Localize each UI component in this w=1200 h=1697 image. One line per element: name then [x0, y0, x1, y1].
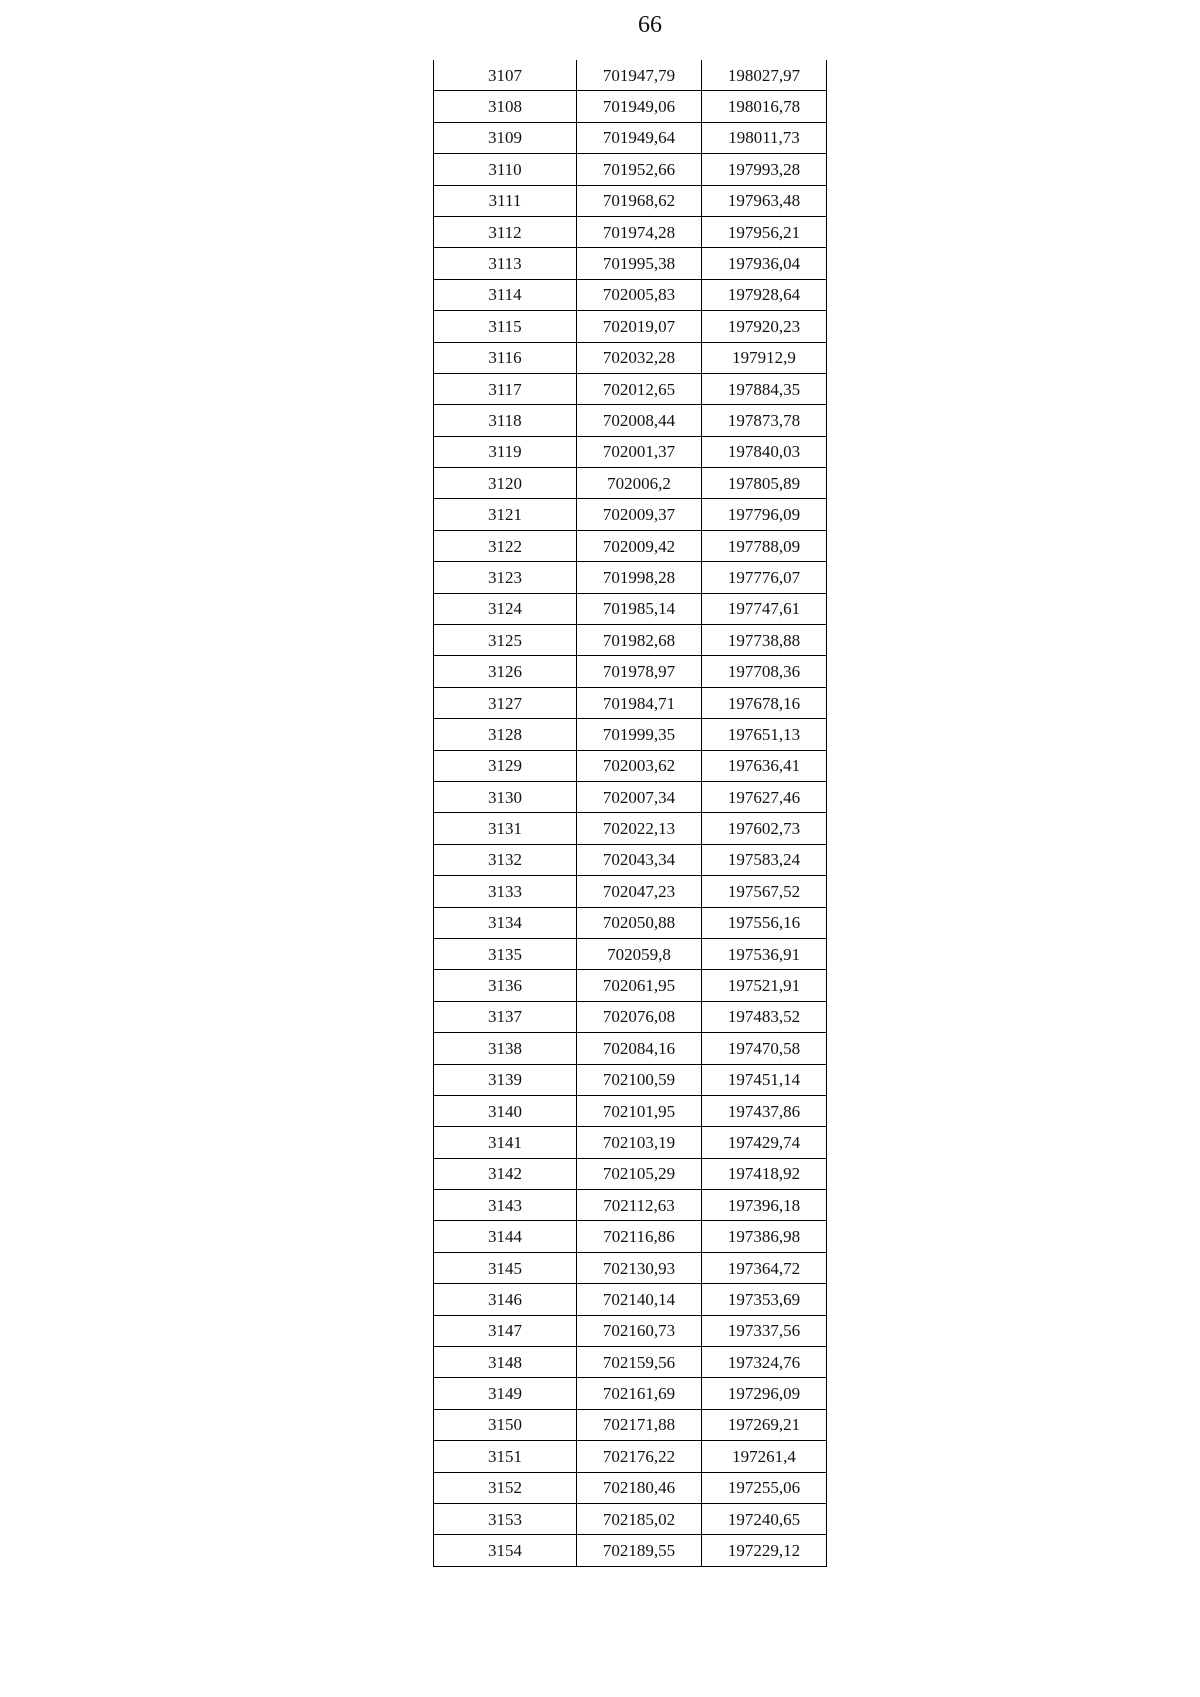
x-coordinate-cell: 701947,79 — [577, 60, 702, 91]
table-row — [434, 530, 827, 561]
x-coordinate-cell: 702047,23 — [577, 876, 702, 907]
table-row — [434, 311, 827, 342]
y-coordinate-cell: 197229,12 — [702, 1535, 827, 1566]
table-row — [434, 876, 827, 907]
table-row — [434, 468, 827, 499]
y-coordinate-cell: 197521,91 — [702, 970, 827, 1001]
y-coordinate-cell: 197993,28 — [702, 154, 827, 185]
y-coordinate-cell: 197567,52 — [702, 876, 827, 907]
y-coordinate-cell: 197963,48 — [702, 185, 827, 216]
x-coordinate-cell: 701998,28 — [577, 562, 702, 593]
y-coordinate-cell: 197636,41 — [702, 750, 827, 781]
point-number-cell: 3154 — [434, 1535, 577, 1566]
point-number-cell: 3108 — [434, 91, 577, 122]
point-number-cell: 3149 — [434, 1378, 577, 1409]
table-row — [434, 938, 827, 969]
point-number-cell: 3131 — [434, 813, 577, 844]
x-coordinate-cell: 702084,16 — [577, 1033, 702, 1064]
table-row — [434, 781, 827, 812]
point-number-cell: 3119 — [434, 436, 577, 467]
point-number-cell: 3124 — [434, 593, 577, 624]
x-coordinate-cell: 702161,69 — [577, 1378, 702, 1409]
y-coordinate-cell: 197805,89 — [702, 468, 827, 499]
point-number-cell: 3151 — [434, 1441, 577, 1472]
x-coordinate-cell: 702032,28 — [577, 342, 702, 373]
point-number-cell: 3153 — [434, 1503, 577, 1534]
x-coordinate-cell: 702007,34 — [577, 781, 702, 812]
y-coordinate-cell: 197470,58 — [702, 1033, 827, 1064]
table-row — [434, 499, 827, 530]
y-coordinate-cell: 197386,98 — [702, 1221, 827, 1252]
y-coordinate-cell: 197912,9 — [702, 342, 827, 373]
point-number-cell: 3134 — [434, 907, 577, 938]
table-row — [434, 970, 827, 1001]
x-coordinate-cell: 701982,68 — [577, 625, 702, 656]
y-coordinate-cell: 197437,86 — [702, 1095, 827, 1126]
table-row — [434, 656, 827, 687]
y-coordinate-cell: 197788,09 — [702, 530, 827, 561]
point-number-cell: 3122 — [434, 530, 577, 561]
x-coordinate-cell: 702180,46 — [577, 1472, 702, 1503]
table-row — [434, 562, 827, 593]
point-number-cell: 3145 — [434, 1252, 577, 1283]
y-coordinate-cell: 197451,14 — [702, 1064, 827, 1095]
point-number-cell: 3113 — [434, 248, 577, 279]
y-coordinate-cell: 197956,21 — [702, 216, 827, 247]
table-row — [434, 373, 827, 404]
point-number-cell: 3110 — [434, 154, 577, 185]
x-coordinate-cell: 701949,64 — [577, 122, 702, 153]
y-coordinate-cell: 197583,24 — [702, 844, 827, 875]
table-row — [434, 405, 827, 436]
x-coordinate-cell: 702140,14 — [577, 1284, 702, 1315]
table-row — [434, 1095, 827, 1126]
table-row — [434, 1001, 827, 1032]
y-coordinate-cell: 197337,56 — [702, 1315, 827, 1346]
table-row — [434, 593, 827, 624]
table-row — [434, 1315, 827, 1346]
x-coordinate-cell: 702005,83 — [577, 279, 702, 310]
y-coordinate-cell: 198027,97 — [702, 60, 827, 91]
y-coordinate-cell: 197747,61 — [702, 593, 827, 624]
point-number-cell: 3139 — [434, 1064, 577, 1095]
y-coordinate-cell: 197928,64 — [702, 279, 827, 310]
x-coordinate-cell: 702043,34 — [577, 844, 702, 875]
x-coordinate-cell: 702009,37 — [577, 499, 702, 530]
point-number-cell: 3152 — [434, 1472, 577, 1503]
point-number-cell: 3141 — [434, 1127, 577, 1158]
x-coordinate-cell: 702009,42 — [577, 530, 702, 561]
point-number-cell: 3143 — [434, 1190, 577, 1221]
point-number-cell: 3117 — [434, 373, 577, 404]
table-row — [434, 1252, 827, 1283]
y-coordinate-cell: 197269,21 — [702, 1409, 827, 1440]
point-number-cell: 3138 — [434, 1033, 577, 1064]
y-coordinate-cell: 197536,91 — [702, 938, 827, 969]
x-coordinate-cell: 702159,56 — [577, 1347, 702, 1378]
point-number-cell: 3140 — [434, 1095, 577, 1126]
point-number-cell: 3135 — [434, 938, 577, 969]
table-row — [434, 719, 827, 750]
x-coordinate-cell: 702008,44 — [577, 405, 702, 436]
table-row — [434, 1409, 827, 1440]
table-row — [434, 1284, 827, 1315]
point-number-cell: 3137 — [434, 1001, 577, 1032]
table-body — [434, 60, 827, 1566]
table-row — [434, 813, 827, 844]
table-row — [434, 1190, 827, 1221]
x-coordinate-cell: 702160,73 — [577, 1315, 702, 1346]
point-number-cell: 3129 — [434, 750, 577, 781]
point-number-cell: 3114 — [434, 279, 577, 310]
x-coordinate-cell: 702001,37 — [577, 436, 702, 467]
table-row — [434, 1503, 827, 1534]
point-number-cell: 3132 — [434, 844, 577, 875]
table-row — [434, 1441, 827, 1472]
table-row — [434, 1221, 827, 1252]
y-coordinate-cell: 197884,35 — [702, 373, 827, 404]
x-coordinate-cell: 702101,95 — [577, 1095, 702, 1126]
table-row — [434, 91, 827, 122]
table-row — [434, 1158, 827, 1189]
y-coordinate-cell: 197920,23 — [702, 311, 827, 342]
page-number: 66 — [638, 12, 662, 38]
y-coordinate-cell: 197776,07 — [702, 562, 827, 593]
table-row — [434, 625, 827, 656]
y-coordinate-cell: 197840,03 — [702, 436, 827, 467]
x-coordinate-cell: 702130,93 — [577, 1252, 702, 1283]
point-number-cell: 3128 — [434, 719, 577, 750]
y-coordinate-cell: 197418,92 — [702, 1158, 827, 1189]
point-number-cell: 3136 — [434, 970, 577, 1001]
point-number-cell: 3127 — [434, 687, 577, 718]
y-coordinate-cell: 197261,4 — [702, 1441, 827, 1472]
table-row — [434, 750, 827, 781]
table-row — [434, 1535, 827, 1566]
x-coordinate-cell: 702012,65 — [577, 373, 702, 404]
x-coordinate-cell: 701995,38 — [577, 248, 702, 279]
y-coordinate-cell: 197556,16 — [702, 907, 827, 938]
y-coordinate-cell: 197364,72 — [702, 1252, 827, 1283]
y-coordinate-cell: 197738,88 — [702, 625, 827, 656]
x-coordinate-cell: 702050,88 — [577, 907, 702, 938]
table-row — [434, 907, 827, 938]
point-number-cell: 3111 — [434, 185, 577, 216]
table-row — [434, 248, 827, 279]
x-coordinate-cell: 702189,55 — [577, 1535, 702, 1566]
point-number-cell: 3130 — [434, 781, 577, 812]
table-row — [434, 1347, 827, 1378]
x-coordinate-cell: 702105,29 — [577, 1158, 702, 1189]
table-row — [434, 154, 827, 185]
y-coordinate-cell: 197296,09 — [702, 1378, 827, 1409]
y-coordinate-cell: 197627,46 — [702, 781, 827, 812]
table-row — [434, 279, 827, 310]
x-coordinate-cell: 702003,62 — [577, 750, 702, 781]
point-number-cell: 3147 — [434, 1315, 577, 1346]
point-number-cell: 3123 — [434, 562, 577, 593]
y-coordinate-cell: 197483,52 — [702, 1001, 827, 1032]
y-coordinate-cell: 197796,09 — [702, 499, 827, 530]
point-number-cell: 3148 — [434, 1347, 577, 1378]
x-coordinate-cell: 701949,06 — [577, 91, 702, 122]
y-coordinate-cell: 197429,74 — [702, 1127, 827, 1158]
x-coordinate-cell: 701974,28 — [577, 216, 702, 247]
y-coordinate-cell: 197255,06 — [702, 1472, 827, 1503]
x-coordinate-cell: 701952,66 — [577, 154, 702, 185]
y-coordinate-cell: 197602,73 — [702, 813, 827, 844]
x-coordinate-cell: 702176,22 — [577, 1441, 702, 1472]
x-coordinate-cell: 702019,07 — [577, 311, 702, 342]
table-row — [434, 1127, 827, 1158]
y-coordinate-cell: 198016,78 — [702, 91, 827, 122]
point-number-cell: 3125 — [434, 625, 577, 656]
y-coordinate-cell: 197353,69 — [702, 1284, 827, 1315]
point-number-cell: 3112 — [434, 216, 577, 247]
point-number-cell: 3107 — [434, 60, 577, 91]
x-coordinate-cell: 701999,35 — [577, 719, 702, 750]
x-coordinate-cell: 702059,8 — [577, 938, 702, 969]
table-row — [434, 342, 827, 373]
y-coordinate-cell: 197396,18 — [702, 1190, 827, 1221]
table-row — [434, 1378, 827, 1409]
y-coordinate-cell: 197651,13 — [702, 719, 827, 750]
point-number-cell: 3115 — [434, 311, 577, 342]
table-row — [434, 687, 827, 718]
y-coordinate-cell: 197240,65 — [702, 1503, 827, 1534]
y-coordinate-cell: 197678,16 — [702, 687, 827, 718]
x-coordinate-cell: 702103,19 — [577, 1127, 702, 1158]
point-number-cell: 3116 — [434, 342, 577, 373]
point-number-cell: 3146 — [434, 1284, 577, 1315]
table-row — [434, 436, 827, 467]
y-coordinate-cell: 197324,76 — [702, 1347, 827, 1378]
x-coordinate-cell: 702112,63 — [577, 1190, 702, 1221]
x-coordinate-cell: 701984,71 — [577, 687, 702, 718]
table-row — [434, 844, 827, 875]
table-row — [434, 60, 827, 91]
table-row — [434, 1064, 827, 1095]
x-coordinate-cell: 702116,86 — [577, 1221, 702, 1252]
y-coordinate-cell: 197708,36 — [702, 656, 827, 687]
x-coordinate-cell: 701978,97 — [577, 656, 702, 687]
x-coordinate-cell: 701968,62 — [577, 185, 702, 216]
y-coordinate-cell: 197873,78 — [702, 405, 827, 436]
x-coordinate-cell: 702076,08 — [577, 1001, 702, 1032]
x-coordinate-cell: 702185,02 — [577, 1503, 702, 1534]
point-number-cell: 3118 — [434, 405, 577, 436]
point-number-cell: 3133 — [434, 876, 577, 907]
point-number-cell: 3109 — [434, 122, 577, 153]
table-row — [434, 1033, 827, 1064]
x-coordinate-cell: 701985,14 — [577, 593, 702, 624]
point-number-cell: 3126 — [434, 656, 577, 687]
x-coordinate-cell: 702022,13 — [577, 813, 702, 844]
coordinates-table — [433, 60, 827, 1567]
x-coordinate-cell: 702100,59 — [577, 1064, 702, 1095]
table-row — [434, 216, 827, 247]
point-number-cell: 3120 — [434, 468, 577, 499]
x-coordinate-cell: 702061,95 — [577, 970, 702, 1001]
table-row — [434, 122, 827, 153]
point-number-cell: 3121 — [434, 499, 577, 530]
y-coordinate-cell: 198011,73 — [702, 122, 827, 153]
x-coordinate-cell: 702006,2 — [577, 468, 702, 499]
y-coordinate-cell: 197936,04 — [702, 248, 827, 279]
point-number-cell: 3144 — [434, 1221, 577, 1252]
table-row — [434, 185, 827, 216]
x-coordinate-cell: 702171,88 — [577, 1409, 702, 1440]
point-number-cell: 3142 — [434, 1158, 577, 1189]
point-number-cell: 3150 — [434, 1409, 577, 1440]
table-row — [434, 1472, 827, 1503]
